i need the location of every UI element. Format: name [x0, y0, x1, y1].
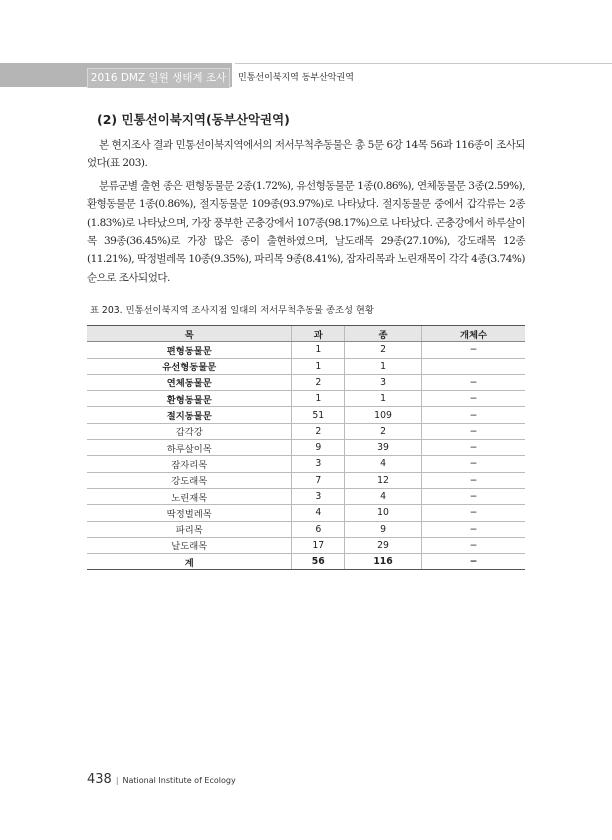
cell-family: 4 [292, 505, 345, 521]
cell-family: 1 [292, 391, 345, 407]
cell-family: 1 [292, 342, 345, 358]
cell-species: 1 [345, 358, 422, 374]
table-row [87, 391, 525, 407]
cell-name: 절지동물문 [87, 407, 292, 423]
cell-name: 편형동물문 [87, 342, 292, 358]
section-heading: (2) 민통선이북지역(동부산악권역) [97, 112, 290, 127]
cell-count: − [422, 440, 525, 456]
cell-name: 노린재목 [87, 488, 292, 504]
cell-family: 17 [292, 537, 345, 553]
table-row [87, 472, 525, 488]
table-row [87, 521, 525, 537]
column-header: 과 [292, 326, 345, 342]
paragraph: 본 현지조사 결과 민통선이북지역에서의 저서무척추동물은 총 5문 6강 14목 56과 116종이 조사되었다(표 203). [87, 139, 525, 170]
cell-family: 2 [292, 423, 345, 439]
column-header: 목 [87, 326, 292, 342]
footer-separator: | [115, 776, 119, 785]
cell-family: 2 [292, 374, 345, 390]
cell-name: 강도래목 [87, 472, 292, 488]
cell-count: − [422, 407, 525, 423]
cell-family: 7 [292, 472, 345, 488]
cell-family: 3 [292, 456, 345, 472]
page-footer [87, 772, 236, 787]
cell-species: 4 [345, 456, 422, 472]
cell-species: 2 [345, 342, 422, 358]
cell-species: 116 [345, 554, 422, 570]
cell-count: − [422, 423, 525, 439]
cell-name: 잠자리목 [87, 456, 292, 472]
header-rule [235, 63, 612, 64]
species-composition-table [87, 325, 525, 570]
cell-species: 39 [345, 440, 422, 456]
cell-name: 갑각강 [87, 423, 292, 439]
cell-name: 하루살이목 [87, 440, 292, 456]
book-title: 2016 DMZ 일원 생태계 조사 [87, 68, 230, 88]
cell-name: 딱정벌레목 [87, 505, 292, 521]
table-caption: 표 203. 민통선이북지역 조사지점 일대의 저서무척추동물 종조성 현황 [90, 305, 374, 317]
cell-species: 12 [345, 472, 422, 488]
cell-family: 6 [292, 521, 345, 537]
table-row [87, 342, 525, 358]
cell-count: − [422, 505, 525, 521]
cell-family: 51 [292, 407, 345, 423]
cell-name: 파리목 [87, 521, 292, 537]
cell-count: − [422, 342, 525, 358]
table-row [87, 358, 525, 374]
cell-family: 3 [292, 488, 345, 504]
cell-species: 3 [345, 374, 422, 390]
table-row [87, 423, 525, 439]
cell-species: 9 [345, 521, 422, 537]
column-header: 개체수 [422, 326, 525, 342]
cell-species: 1 [345, 391, 422, 407]
table-row [87, 456, 525, 472]
column-header: 종 [345, 326, 422, 342]
cell-name: 계 [87, 554, 292, 570]
cell-count: − [422, 488, 525, 504]
cell-species: 2 [345, 423, 422, 439]
main-content [87, 112, 525, 570]
cell-family: 9 [292, 440, 345, 456]
cell-name: 날도래목 [87, 537, 292, 553]
cell-species: 29 [345, 537, 422, 553]
section-title: 민통선이북지역 동부산악권역 [238, 73, 354, 83]
cell-name: 유선형동물문 [87, 358, 292, 374]
table-row [87, 537, 525, 553]
institute-name: National Institute of Ecology [122, 776, 236, 785]
cell-count: − [422, 456, 525, 472]
page-number: 438 [87, 772, 112, 787]
cell-family: 1 [292, 358, 345, 374]
table-total-row [87, 554, 525, 570]
table-row [87, 488, 525, 504]
cell-count: − [422, 521, 525, 537]
cell-name: 연체동물문 [87, 374, 292, 390]
cell-species: 4 [345, 488, 422, 504]
cell-count: − [422, 537, 525, 553]
cell-name: 환형동물문 [87, 391, 292, 407]
cell-species: 109 [345, 407, 422, 423]
cell-count [422, 358, 525, 374]
table-row [87, 440, 525, 456]
table-row [87, 505, 525, 521]
table-row [87, 374, 525, 390]
cell-count: − [422, 554, 525, 570]
cell-count: − [422, 374, 525, 390]
table-header-row [87, 326, 525, 342]
paragraph: 분류군별 출현 종은 편형동물문 2종(1.72%), 유선형동물문 1종(0.86%), 연체동물문 3종(2.59%), 환형동물문 1종(0.86%), 절지동물문 109종(93.97%)로 나타났다. 절지동물문 중에서 갑각류는 2종(1.83%)로 나타났으며, 가장 풍부한 곤충강에서 107종(98.17%)으로 나타났다. 곤충강에서 하루살이목 39종(36.45%)로 가장 많은 종이 출현하였으며, 날도래목 29종(27.10%), 강도래목 12종(11.21%), 딱정벌레목 10종(9.35%), 파리목 9종(8.41%), 잠자리목과 노린재목이 각각 4종(3.74%) 순으로 조사되었다. [87, 179, 525, 284]
cell-count: − [422, 391, 525, 407]
cell-count: − [422, 472, 525, 488]
cell-species: 10 [345, 505, 422, 521]
cell-family: 56 [292, 554, 345, 570]
table-row [87, 407, 525, 423]
